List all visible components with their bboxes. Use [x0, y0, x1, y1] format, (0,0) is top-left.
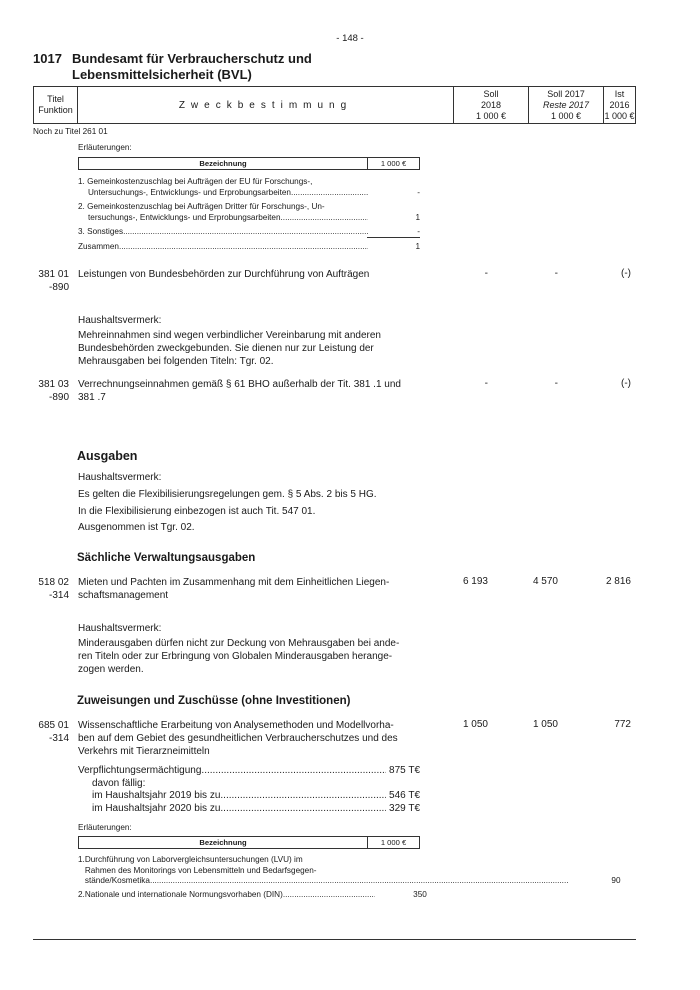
title-38101-soll2017: - — [554, 268, 558, 279]
title-38101-func: -890 — [48, 282, 69, 293]
header-titel — [34, 87, 78, 123]
erl2-item2-n: 2. — [78, 889, 85, 899]
header-soll-2017-l1: Soll 2017 — [547, 88, 585, 99]
header-soll-2018-l2: 2018 — [480, 99, 502, 110]
vpe-2020-row — [78, 803, 420, 816]
vermerk-text-51802 — [78, 637, 420, 676]
title-number-38101 — [33, 268, 69, 294]
vermerk-text-ausgaben — [78, 487, 377, 537]
title-68501-l2: ben auf dem Gebiet des gesundheitlichen Verbraucherschutzes und des — [78, 733, 398, 744]
continuation-note: Noch zu Titel 261 01 — [33, 127, 108, 136]
vpe-2020-value: 329 T€ — [389, 802, 420, 814]
erl2-items — [78, 855, 621, 900]
vermerk-51802-l1: Minderausgaben dürfen nicht zur Deckung von Mehrausgaben bei ande- — [78, 638, 400, 649]
title-38103-l1: Verrechnungseinnahmen gemäß § 61 BHO außerhalb der Tit. 381 .1 und — [78, 379, 401, 390]
chapter-title-line1: Bundesamt für Verbraucherschutz und — [72, 51, 312, 66]
erl1-item3-text: 3. Sonstiges — [78, 227, 124, 236]
title-51802-soll2018: 6 193 — [462, 576, 488, 587]
vermerk-label-51802: Haushaltsvermerk: — [78, 623, 162, 634]
erl2-item2-row — [85, 890, 427, 901]
title-number-68501 — [33, 719, 69, 745]
section-heading-saechlich: Sächliche Verwaltungsausgaben — [77, 552, 256, 564]
title-68501-l1: Wissenschaftliche Erarbeitung von Analysemethoden und Modellvorha- — [78, 720, 394, 731]
header-soll-2018-l1: Soll — [483, 88, 499, 99]
vpe-2019-value: 546 T€ — [389, 790, 420, 801]
erl2-item1-l2: Rahmen des Monitorings von Lebensmitteln und Bedarfsgegen- — [84, 865, 317, 875]
header-soll-2018-l3: 1 000 € — [475, 110, 507, 121]
erl1-item2-value: 1 — [415, 212, 420, 222]
header-soll-2017 — [529, 87, 604, 123]
title-38103-text — [78, 378, 420, 404]
title-38103-func: -890 — [48, 392, 69, 403]
erl1-item1-line2 — [78, 188, 420, 199]
ausgaben-line1: Es gelten die Flexibilisierungsregelungen gem. § 5 Abs. 2 bis 5 HG. — [78, 489, 377, 500]
col-bezeichnung: Bezeichnung — [79, 837, 368, 849]
vpe-2019-label: im Haushaltsjahr 2019 bis zu — [92, 790, 221, 801]
title-38101-soll2018: - — [484, 268, 488, 279]
title-51802-num: 518 02 — [38, 577, 69, 588]
vermerk-38101-l1: Mehreinnahmen sind wegen verbindlicher Vereinbarung mit anderen — [78, 330, 381, 341]
erl1-item1-text: Untersuchungs-, Entwicklungs- und Erprobungsarbeiten — [88, 187, 291, 197]
vpe-value: 875 T€ — [389, 765, 420, 776]
title-51802-soll2017: 4 570 — [532, 576, 558, 587]
erl2-item1-l1: Durchführung von Laborvergleichsuntersuchungen (LVU) im — [84, 855, 303, 864]
erl1-item3-value: - — [417, 227, 420, 236]
title-68501-l3: Verkehrs mit Tierarzneimitteln — [78, 746, 210, 757]
erlaeuterungen-label-1: Erläuterungen: — [78, 143, 132, 152]
vpe-2020-label: im Haushaltsjahr 2020 bis zu — [92, 802, 221, 814]
vermerk-label-ausgaben: Haushaltsvermerk: — [78, 472, 162, 483]
title-51802-ist2016: 2 816 — [605, 576, 631, 587]
sum-rule — [367, 237, 420, 238]
chapter-title-line2: Lebensmittelsicherheit (BVL) — [72, 66, 252, 82]
header-reste-2017: Reste 2017 — [542, 99, 590, 110]
title-68501-soll2017: 1 050 — [532, 719, 558, 730]
erl2-item1-body — [85, 855, 621, 887]
title-38103-num: 381 03 — [38, 379, 69, 390]
title-68501-text — [78, 719, 420, 758]
erlaeuterungen-table-1 — [78, 157, 420, 170]
col-unit: 1 000 € — [368, 837, 420, 849]
title-68501-ist2016: 772 — [614, 719, 631, 730]
dot-leader — [201, 765, 386, 778]
title-38101-ist2016: (-) — [621, 268, 631, 279]
vermerk-label-38101: Haushaltsvermerk: — [78, 315, 162, 326]
erl1-item2-line1: 2. Gemeinkostenzuschlag bei Aufträgen Dritter für Forschungs-, Un- — [78, 202, 325, 211]
vermerk-51802-l2: ren Titeln oder zur Erbringung von Globalen Minderausgaben herange- — [78, 651, 393, 662]
title-38103-soll2018: - — [484, 378, 488, 389]
title-68501-func: -314 — [48, 733, 69, 744]
list-item — [78, 177, 420, 198]
header-titel-l1: Titel — [47, 94, 64, 104]
erl2-item2-value: 350 — [413, 889, 427, 899]
title-number-51802 — [33, 576, 69, 602]
title-38103-l2: 381 .7 — [78, 392, 106, 403]
erl1-total-row — [78, 242, 420, 251]
chapter-number: 1017 — [33, 51, 62, 66]
col-bezeichnung: Bezeichnung — [79, 158, 368, 170]
title-51802-l2: schaftsmanagement — [78, 590, 169, 601]
list-item — [78, 889, 427, 901]
ausgaben-line2: In die Flexibilisierung einbezogen ist auch Tit. 547 01. — [78, 505, 316, 517]
verpflichtungsermaechtigung — [78, 765, 420, 815]
dot-leader — [150, 876, 569, 887]
footer-rule — [33, 939, 636, 940]
title-38103-soll2017: - — [554, 378, 558, 389]
erl2-item1-n: 1. — [78, 855, 85, 864]
erlaeuterungen-table-2 — [78, 836, 420, 849]
erl1-item1-value: - — [417, 187, 420, 197]
title-38101-text: Leistungen von Bundesbehörden zur Durchführung von Aufträgen — [78, 269, 370, 280]
header-ist-2016 — [604, 87, 635, 123]
dot-leader — [291, 188, 368, 199]
ausgaben-line3: Ausgenommen ist Tgr. 02. — [78, 522, 195, 533]
header-ist-2016-l3: 1 000 € — [604, 110, 635, 121]
erl1-total-label: Zusammen — [78, 242, 119, 251]
header-ist-2016-l1: Ist — [614, 88, 625, 99]
title-68501-soll2018: 1 050 — [462, 719, 488, 730]
erl1-total-value: 1 — [415, 242, 420, 251]
title-68501-num: 685 01 — [38, 720, 69, 731]
vpe-label: Verpflichtungsermächtigung — [78, 765, 202, 776]
erl2-item1-l3: stände/Kosmetika — [84, 876, 150, 885]
col-unit: 1 000 € — [368, 158, 420, 170]
title-38103-ist2016: (-) — [621, 378, 631, 389]
header-titel-l2: Funktion — [38, 105, 73, 115]
dot-leader — [123, 227, 368, 238]
vermerk-38101-l3: Mehrausgaben bei folgenden Titeln: Tgr. 02. — [78, 356, 274, 367]
list-item — [78, 202, 420, 223]
header-ist-2016-l2: 2016 — [609, 99, 630, 110]
erl2-item1-l3-row — [85, 876, 621, 887]
section-heading-zuweisungen: Zuweisungen und Zuschüsse (ohne Investitionen) — [77, 695, 351, 707]
title-51802-l1: Mieten und Pachten im Zusammenhang mit dem Einheitlichen Liegen- — [78, 577, 390, 588]
title-number-38103 — [33, 378, 69, 404]
vermerk-51802-l3: zogen werden. — [78, 664, 144, 675]
vpe-row — [78, 765, 420, 778]
erl1-item2-text: tersuchungs-, Entwicklungs- und Erprobungsarbeiten — [88, 212, 281, 222]
dot-leader — [220, 790, 386, 803]
header-soll-2017-l3: 1 000 € — [550, 110, 582, 121]
vermerk-text-38101 — [78, 329, 420, 368]
title-51802-text — [78, 576, 420, 602]
list-item — [78, 227, 420, 238]
dot-leader — [119, 242, 368, 251]
erl1-items — [78, 177, 420, 238]
erl1-total — [78, 242, 420, 251]
erl2-item2-l1: Nationale und internationale Normungsvorhaben (DIN) — [84, 889, 283, 899]
title-51802-func: -314 — [48, 590, 69, 601]
erl1-item1-line1: 1. Gemeinkostenzuschlag bei Aufträgen der EU für Forschungs-, — [78, 177, 313, 186]
table-header — [33, 86, 636, 124]
erl2-item1-value: 90 — [611, 876, 621, 885]
list-item — [78, 855, 621, 887]
header-soll-2018 — [454, 87, 529, 123]
vpe-davon: davon fällig: — [92, 777, 146, 789]
vermerk-38101-l2: Bundesbehörden zweckgebunden. Sie dienen nur zur Leistung der — [78, 343, 374, 354]
header-zweckbestimmung: Zweckbestimmung — [78, 87, 454, 123]
title-38101-num: 381 01 — [38, 269, 69, 280]
dot-leader — [281, 213, 368, 224]
page-number: - 148 - — [336, 33, 364, 44]
dot-leader — [220, 803, 386, 816]
vpe-2019-row — [78, 790, 420, 803]
dot-leader — [283, 890, 375, 901]
erlaeuterungen-label-2: Erläuterungen: — [78, 823, 132, 832]
erl1-item2-line2 — [78, 213, 420, 224]
chapter-title — [72, 51, 312, 82]
section-heading-ausgaben: Ausgaben — [77, 449, 138, 463]
